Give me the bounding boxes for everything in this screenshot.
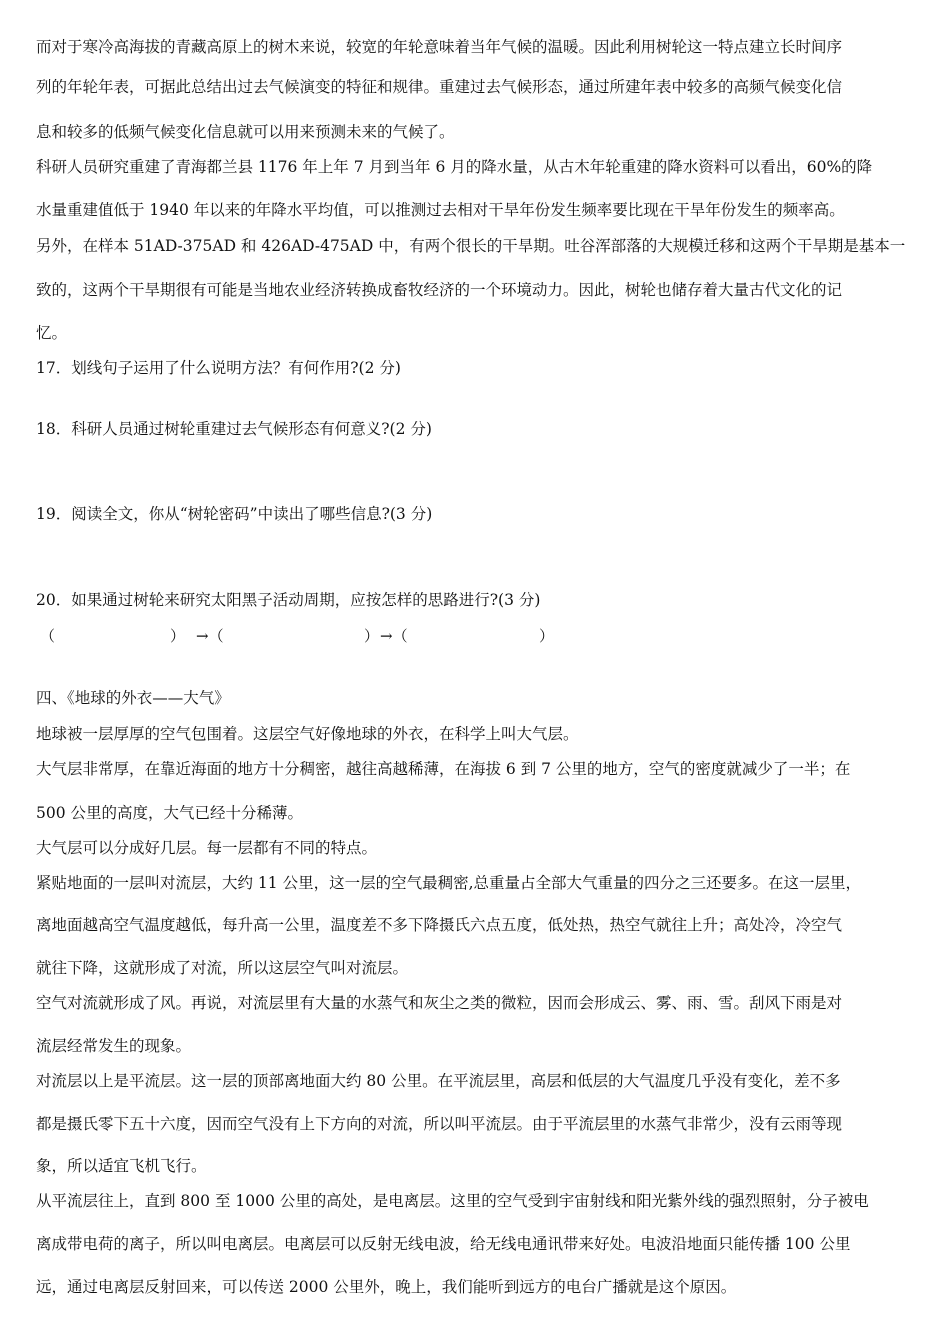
section-4-line: 紧贴地面的一层叫对流层，大约 11 公里，这一层的空气最稠密,总重量占全部大气重量的四分之三还要多。在这一层里， <box>36 874 862 892</box>
section-4-line: 500 公里的高度，大气已经十分稀薄。 <box>36 804 304 822</box>
flow-box-3-close: ） <box>539 627 555 645</box>
flow-box-2-close: ） <box>364 627 380 645</box>
section-4-line: 远，通过电离层反射回来，可以传送 2000 公里外，晚上，我们能听到远方的电台广播就是这个原因。 <box>36 1278 737 1296</box>
section-4-line: 就往下降，这就形成了对流，所以这层空气叫对流层。 <box>36 959 409 977</box>
section-4-line: 流层经常发生的现象。 <box>36 1037 192 1055</box>
section-4-line: 对流层以上是平流层。这一层的顶部离地面大约 80 公里。在平流层里，高层和低层的大气温度几乎没有变化，差不多 <box>36 1072 841 1090</box>
section-4-title: 四、《地球的外衣——大气》 <box>36 689 230 707</box>
section-4-line: 空气对流就形成了风。再说，对流层里有大量的水蒸气和灰尘之类的微粒，因而会形成云、雾、雨、雪。刮风下雨是对 <box>36 994 843 1012</box>
flow-arrow-1: →（ <box>196 627 224 645</box>
question-17: 17．划线句子运用了什么说明方法？有何作用?(2 分) <box>36 359 401 377</box>
section-4-line: 离成带电荷的离子，所以叫电离层。电离层可以反射无线电波，给无线电通讯带来好处。电波沿地面只能传播 100 公里 <box>36 1235 851 1253</box>
flow-box-1-open: （ <box>40 627 56 645</box>
passage-line: 列的年轮年表，可据此总结出过去气候演变的特征和规律。重建过去气候形态，通过所建年表中较多的高频气候变化信 <box>36 78 843 96</box>
section-4-line: 大气层非常厚，在靠近海面的地方十分稠密，越往高越稀薄，在海拔 6 到 7 公里的地方，空气的密度就减少了一半；在 <box>36 760 851 778</box>
passage-line: 另外，在样本 51AD-375AD 和 426AD-475AD 中，有两个很长的干旱期。吐谷浑部落的大规模迁移和这两个干旱期是基本一 <box>36 237 906 255</box>
question-20: 20．如果通过树轮来研究太阳黑子活动周期，应按怎样的思路进行?(3 分) <box>36 591 541 609</box>
question-19: 19．阅读全文，你从“树轮密码”中读出了哪些信息?(3 分) <box>36 505 433 523</box>
section-4-line: 都是摄氏零下五十六度，因而空气没有上下方向的对流，所以叫平流层。由于平流层里的水蒸气非常少，没有云雨等现 <box>36 1115 843 1133</box>
passage-line: 致的，这两个干旱期很有可能是当地农业经济转换成畜牧经济的一个环境动力。因此，树轮也储存着大量古代文化的记 <box>36 281 843 299</box>
question-18: 18．科研人员通过树轮重建过去气候形态有何意义?(2 分) <box>36 420 432 438</box>
section-4-line: 地球被一层厚厚的空气包围着。这层空气好像地球的外衣，在科学上叫大气层。 <box>36 725 579 743</box>
section-4-line: 大气层可以分成好几层。每一层都有不同的特点。 <box>36 839 378 857</box>
answer-flow <box>36 625 920 647</box>
passage-line: 水量重建值低于 1940 年以来的年降水平均值，可以推测过去相对干旱年份发生频率要比现在干旱年份发生的频率高。 <box>36 201 845 219</box>
section-4-line: 从平流层往上，直到 800 至 1000 公里的高处，是电离层。这里的空气受到宇宙射线和阳光紫外线的强烈照射，分子被电 <box>36 1192 869 1210</box>
section-4-line: 象，所以适宜飞机飞行。 <box>36 1157 207 1175</box>
passage-line: 而对于寒冷高海拔的青藏高原上的树木来说，较宽的年轮意味着当年气候的温暖。因此利用树轮这一特点建立长时间序 <box>36 38 843 56</box>
passage-line: 忆。 <box>36 324 68 342</box>
passage-line: 息和较多的低频气候变化信息就可以用来预测未来的气候了。 <box>36 123 455 141</box>
flow-arrow-2: →（ <box>380 627 408 645</box>
passage-line: 科研人员研究重建了青海都兰县 1176 年上年 7 月到当年 6 月的降水量，从古木年轮重建的降水资料可以看出，60%的降 <box>36 158 873 176</box>
flow-box-1-close: ） <box>170 627 186 645</box>
section-4-line: 离地面越高空气温度越低，每升高一公里，温度差不多下降摄氏六点五度，低处热，热空气就往上升；高处冷，冷空气 <box>36 916 843 934</box>
